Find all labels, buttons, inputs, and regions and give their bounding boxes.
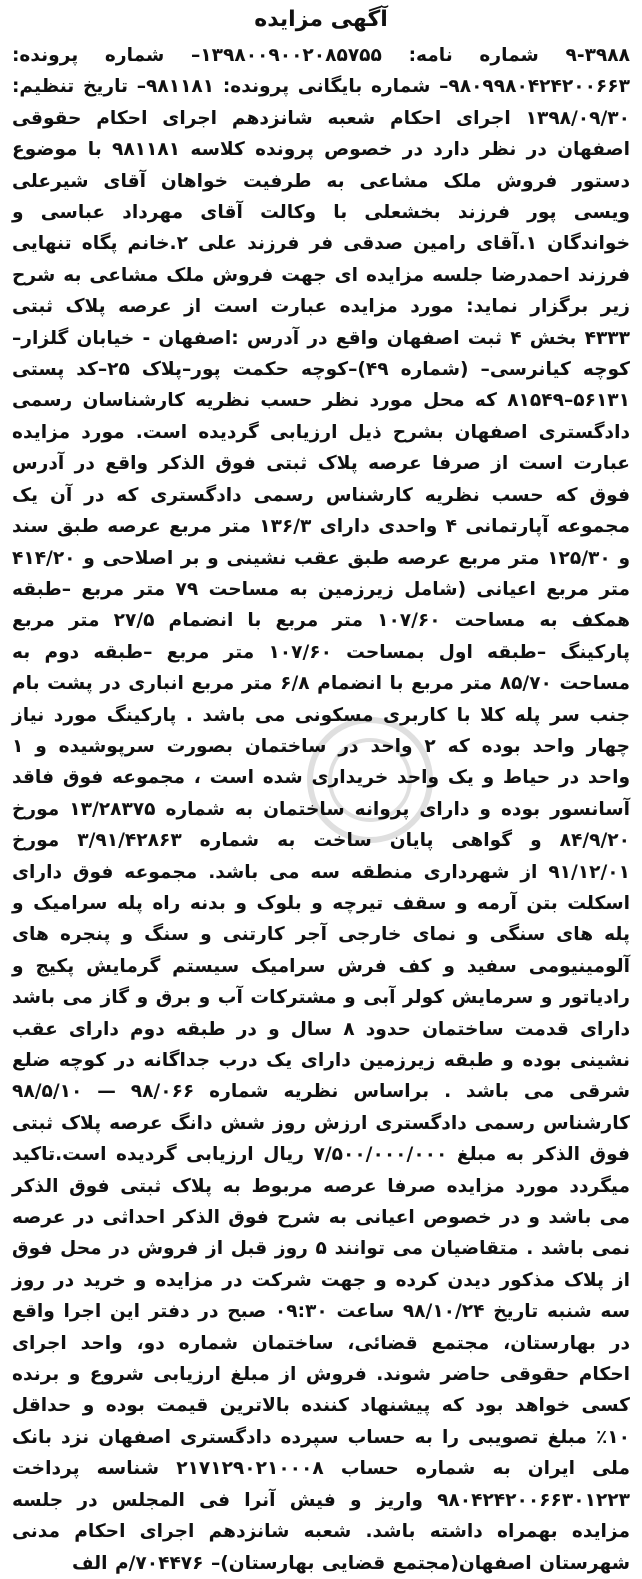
notice-title: آگهی مزایده [254,7,388,32]
notice-body-text: ۹-۳۹۸۸ شماره نامه: ۱۳۹۸۰۰۹۰۰۲۰۸۵۷۵۵– شماره پرونده: ۹۸۰۹۹۸۰۴۲۴۲۰۰۶۶۳– شماره بایگانی پرونده: ۹۸۱۱۸۱– تاریخ تنظیم: ۱۳۹۸/۰۹/۳۰ اجرای احکام شعبه شانزدهم اجرای احکام حقوقی اصفهان در نظر دارد در خصوص پرونده کلاسه ۹۸۱۱۸۱ با موضوع دستور فروش ملک مشاعی به طرفیت خواهان آقای شیرعلی ویسی پور فرزند بخشعلی با وکالت آقای مهرداد عباسی و خواندگان ۱.آقای رامین صدقی فر فرزند علی ۲.خانم پگاه تنهایی فرزند احمدرضا جلسه مزایده ای جهت فروش ملک مشاعی به شرح زیر برگزار نماید: مورد مزایده عبارت است از عرصه پلاک ثبتی ۴۳۳۳ بخش ۴ ثبت اصفهان واقع در آدرس :اصفهان - خیابان گلزار–کوچه کیانرسی– (شماره ۴۹)–کوچه حکمت پور–پلاک ۲۵–کد پستی ۵۶۱۳۱–۸۱۵۴۹ که محل مورد نظر حسب نظریه کارشناسان رسمی دادگستری اصفهان بشرح ذیل ارزیابی گردیده است. مورد مزایده عبارت است از صرفا عرصه پلاک ثبتی فوق الذکر واقع در آدرس فوق که حسب نظریه کارشناس رسمی دادگستری که در آن یک مجموعه آپارتمانی ۴ واحدی دارای ۱۳۶/۳ متر مربع عرصه طبق سند و ۱۲۵/۳۰ متر مربع عرصه طبق عقب نشینی و بر اصلاحی و ۴۱۴/۲۰ متر مربع اعیانی (شامل زیرزمین به مساحت ۷۹ متر مربع –طبقه همکف به مساحت ۱۰۷/۶۰ متر مربع با انضمام ۲۷/۵ متر مربع پارکینگ –طبقه اول بمساحت ۱۰۷/۶۰ متر مربع –طبقه دوم به مساحت ۸۵/۷۰ متر مربع با انضمام ۶/۸ متر مربع انباری در پشت بام جنب سر پله کلا با کاربری مسکونی می باشد . پارکینگ مورد نیاز چهار واحد بوده که ۲ واحد در ساختمان بصورت سرپوشیده و ۱ واحد در حیاط و یک واحد خریداری شده است ، مجموعه فوق فاقد آسانسور بوده و دارای پروانه ساختمان به شماره ۱۳/۲۸۳۷۵ مورخ ۸۴/۹/۲۰ و گواهی پایان ساخت به شماره ۳/۹۱/۴۲۸۶۳ مورخ ۹۱/۱۲/۰۱ از شهرداری منطقه سه می باشد. مجموعه فوق دارای اسکلت بتن آرمه و سقف تیرچه و بلوک و بدنه راه پله سرامیک و پله های سنگی و نمای خارجی آجر کارتنی و سنگ و پنجره های آلومینیومی سفید و کف فرش سرامیک سیستم گرمایش پکیج و رادیاتور و سرمایش کولر آبی و مشترکات آب و برق و گاز می باشد دارای قدمت ساختمان حدود ۸ سال و در طبقه دوم دارای عقب نشینی بوده و طبقه زیرزمین دارای یک درب جداگانه در کوچه ضلع شرقی می باشد . براساس نظریه شماره ۹۸/۰۶۶ — ۹۸/۵/۱۰ کارشناس رسمی دادگستری ارزش روز شش دانگ عرصه پلاک ثبتی فوق الذکر به مبلغ ۷/۵۰۰/۰۰۰/۰۰۰ ریال ارزیابی گردیده است.تاکید میگردد مورد مزایده صرفا عرصه مربوط به پلاک ثبتی فوق الذکر می باشد و در خصوص اعیانی به شرح فوق الذکر احداثی در عرصه نمی باشد . متقاضیان می توانند ۵ روز قبل از فروش در محل فوق از پلاک مذکور دیدن کرده و جهت شرکت در مزایده و خرید در روز سه شنبه تاریخ ۹۸/۱۰/۲۴ ساعت ۰۹:۳۰ صبح در دفتر این اجرا واقع در بهارستان، مجتمع قضائی، ساختمان شماره دو، واحد اجرای احکام حقوقی حاضر شوند. فروش از مبلغ ارزیابی شروع و برنده کسی خواهد بود که پیشنهاد کننده بالاترین قیمت بوده و حداقل ۱۰٪ مبلغ تصویبی را به حساب سپرده دادگستری اصفهان نزد بانک ملی ایران به شماره حساب ۲۱۷۱۲۹۰۲۱۰۰۰۸ شناسه پرداخت ۹۸۰۴۲۴۲۰۰۶۶۳۰۱۲۲۳ واریز و فیش آنرا فی المجلس در جلسه مزایده بهمراه داشته باشد. شعبه شانزدهم اجرای احکام مدنی شهرستان اصفهان(مجتمع قضایی بهارستان)– ۷۰۴۴۷۶/م الف [12,45,631,1574]
